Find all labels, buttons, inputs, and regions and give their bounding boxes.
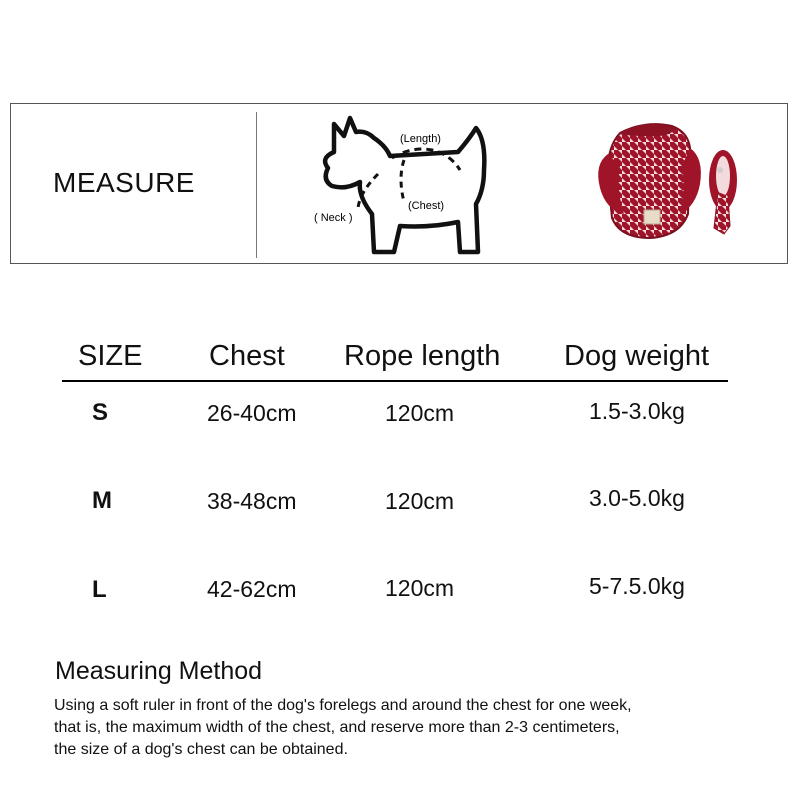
method-line: the size of a dog's chest can be obtained.	[54, 741, 348, 758]
measure-label: MEASURE	[53, 167, 195, 198]
size-cell: M	[92, 487, 112, 514]
dog-outline-icon	[300, 110, 500, 260]
rope-cell: 120cm	[385, 575, 455, 601]
method-line: Using a soft ruler in front of the dog's forelegs and around the chest for one week,	[54, 697, 632, 714]
header-rule	[62, 380, 728, 382]
chest-label: (Chest)	[408, 200, 445, 212]
weight-cell: 5-7.5.0kg	[589, 573, 685, 599]
size-cell: S	[92, 399, 109, 426]
chest-cell: 42-62cm	[207, 576, 297, 602]
rope-cell: 120cm	[385, 400, 455, 426]
length-label: (Length)	[400, 133, 441, 145]
size-cell: L	[92, 576, 107, 603]
chest-cell: 38-48cm	[207, 488, 297, 514]
weight-cell: 3.0-5.0kg	[589, 485, 685, 511]
rope-cell: 120cm	[385, 488, 455, 514]
harness-product-image	[590, 118, 755, 248]
chest-cell: 26-40cm	[207, 400, 297, 426]
header-rope-length: Rope length	[344, 340, 501, 372]
neck-label: ( Neck )	[314, 212, 353, 224]
measuring-method-text	[54, 695, 774, 761]
banner-divider	[256, 112, 257, 258]
header-size: SIZE	[78, 340, 143, 372]
header-chest: Chest	[209, 340, 285, 372]
weight-cell: 1.5-3.0kg	[589, 398, 685, 424]
header-dog-weight: Dog weight	[564, 340, 710, 372]
measuring-method-title: Measuring Method	[55, 657, 263, 685]
method-line: that is, the maximum width of the chest, and reserve more than 2-3 centimeters,	[54, 719, 620, 736]
